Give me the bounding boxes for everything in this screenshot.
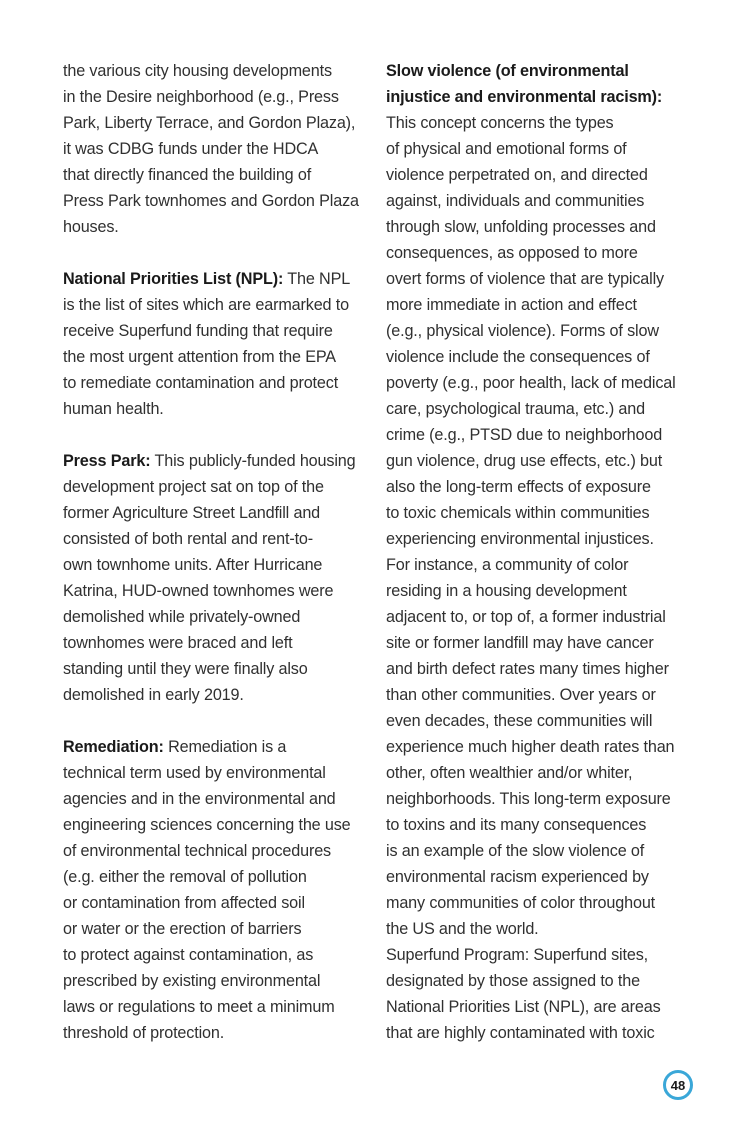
text-line: prescribed by existing environmental	[63, 972, 321, 990]
left-column	[63, 58, 368, 1046]
press-park-term: Press Park:	[63, 452, 151, 470]
text-line: Park, Liberty Terrace, and Gordon Plaza),	[63, 114, 356, 132]
text-line: (e.g., physical violence). Forms of slow	[386, 322, 659, 340]
text-line: demolished while privately-owned	[63, 608, 301, 626]
text-line: through slow, unfolding processes and	[386, 218, 656, 236]
text-line: engineering sciences concerning the use	[63, 816, 351, 834]
text-line: even decades, these communities will	[386, 712, 653, 730]
text-line: of environmental technical procedures	[63, 842, 331, 860]
slow-violence-definition	[386, 58, 696, 942]
text-line: or contamination from affected soil	[63, 894, 305, 912]
text-line: environmental racism experienced by	[386, 868, 649, 886]
text-line: townhomes were braced and left	[63, 634, 293, 652]
text-line: site or former landfill may have cancer	[386, 634, 654, 652]
text-line: gun violence, drug use effects, etc.) but	[386, 452, 663, 470]
text-line: to toxins and its many consequences	[386, 816, 647, 834]
text-line: laws or regulations to meet a minimum	[63, 998, 335, 1016]
text-line: care, psychological trauma, etc.) and	[386, 400, 645, 418]
text-line: designated by those assigned to the	[386, 972, 640, 990]
text-line: residing in a housing development	[386, 582, 627, 600]
text-line: more immediate in action and effect	[386, 296, 637, 314]
slow-violence-term: Slow violence (of environmental	[386, 62, 629, 80]
text-line: neighborhoods. This long-term exposure	[386, 790, 671, 808]
text-line: also the long-term effects of exposure	[386, 478, 651, 496]
text-line: houses.	[63, 218, 119, 236]
text-line	[63, 734, 368, 760]
text-line: that are highly contaminated with toxic	[386, 1024, 655, 1042]
text-line: experience much higher death rates than	[386, 738, 675, 756]
text-line: it was CDBG funds under the HDCA	[63, 140, 319, 158]
text-line: violence perpetrated on, and directed	[386, 166, 648, 184]
text-line: the US and the world.	[386, 920, 539, 938]
press-park-definition	[63, 448, 368, 708]
text-line: threshold of protection.	[63, 1024, 225, 1042]
text-line: other, often wealthier and/or whiter,	[386, 764, 633, 782]
text-line: violence include the consequences of	[386, 348, 650, 366]
remediation-first-line: Remediation is a	[163, 738, 287, 756]
text-line: crime (e.g., PTSD due to neighborhood	[386, 426, 663, 444]
text-line: agencies and in the environmental and	[63, 790, 336, 808]
text-line: is an example of the slow violence of	[386, 842, 645, 860]
npl-first-line: The NPL	[283, 270, 351, 288]
npl-term: National Priorities List (NPL):	[63, 270, 284, 288]
text-line: is the list of sites which are earmarked to	[63, 296, 349, 314]
text-line: human health.	[63, 400, 164, 418]
text-line	[63, 266, 368, 292]
text-line: For instance, a community of color	[386, 556, 629, 574]
text-line: many communities of color throughout	[386, 894, 656, 912]
page-number-badge	[663, 1070, 693, 1100]
text-line: to protect against contamination, as	[63, 946, 314, 964]
text-line: adjacent to, or top of, a former industrial	[386, 608, 666, 626]
text-line: against, individuals and communities	[386, 192, 645, 210]
text-line: Superfund Program: Superfund sites,	[386, 946, 648, 964]
text-line: or water or the erection of barriers	[63, 920, 302, 938]
text-line: Press Park townhomes and Gordon Plaza	[63, 192, 359, 210]
text-line: National Priorities List (NPL), are areas	[386, 998, 661, 1016]
text-line: Katrina, HUD-owned townhomes were	[63, 582, 334, 600]
text-line: receive Superfund funding that require	[63, 322, 333, 340]
text-line: standing until they were finally also	[63, 660, 308, 678]
text-line: own townhome units. After Hurricane	[63, 556, 323, 574]
text-line: than other communities. Over years or	[386, 686, 656, 704]
text-line: to remediate contamination and protect	[63, 374, 339, 392]
text-line: in the Desire neighborhood (e.g., Press	[63, 88, 339, 106]
text-line: consequences, as opposed to more	[386, 244, 638, 262]
text-line: the most urgent attention from the EPA	[63, 348, 336, 366]
text-line: technical term used by environmental	[63, 764, 326, 782]
superfund-definition	[386, 942, 696, 1046]
text-line: poverty (e.g., poor health, lack of medical	[386, 374, 676, 392]
text-line: demolished in early 2019.	[63, 686, 244, 704]
text-line: and birth defect rates many times higher	[386, 660, 669, 678]
text-line: to toxic chemicals within communities	[386, 504, 650, 522]
text-line: experiencing environmental injustices.	[386, 530, 654, 548]
press-park-first-line: This publicly-funded housing	[150, 452, 356, 470]
slow-violence-term: injustice and environmental racism):	[386, 88, 663, 106]
remediation-definition	[63, 734, 368, 1046]
text-line: overt forms of violence that are typically	[386, 270, 665, 288]
text-line: former Agriculture Street Landfill and	[63, 504, 321, 522]
text-line	[63, 448, 368, 474]
right-column	[386, 58, 696, 1046]
intro-paragraph	[63, 58, 368, 240]
text-line: development project sat on top of the	[63, 478, 324, 496]
page-number: 48	[670, 1077, 686, 1093]
text-line: consisted of both rental and rent-to-	[63, 530, 314, 548]
npl-definition	[63, 266, 368, 422]
text-line: the various city housing developments	[63, 62, 332, 80]
text-line: (e.g. either the removal of pollution	[63, 868, 307, 886]
text-line: of physical and emotional forms of	[386, 140, 627, 158]
text-line: that directly financed the building of	[63, 166, 312, 184]
remediation-term: Remediation:	[63, 738, 164, 756]
text-line: This concept concerns the types	[386, 114, 614, 132]
